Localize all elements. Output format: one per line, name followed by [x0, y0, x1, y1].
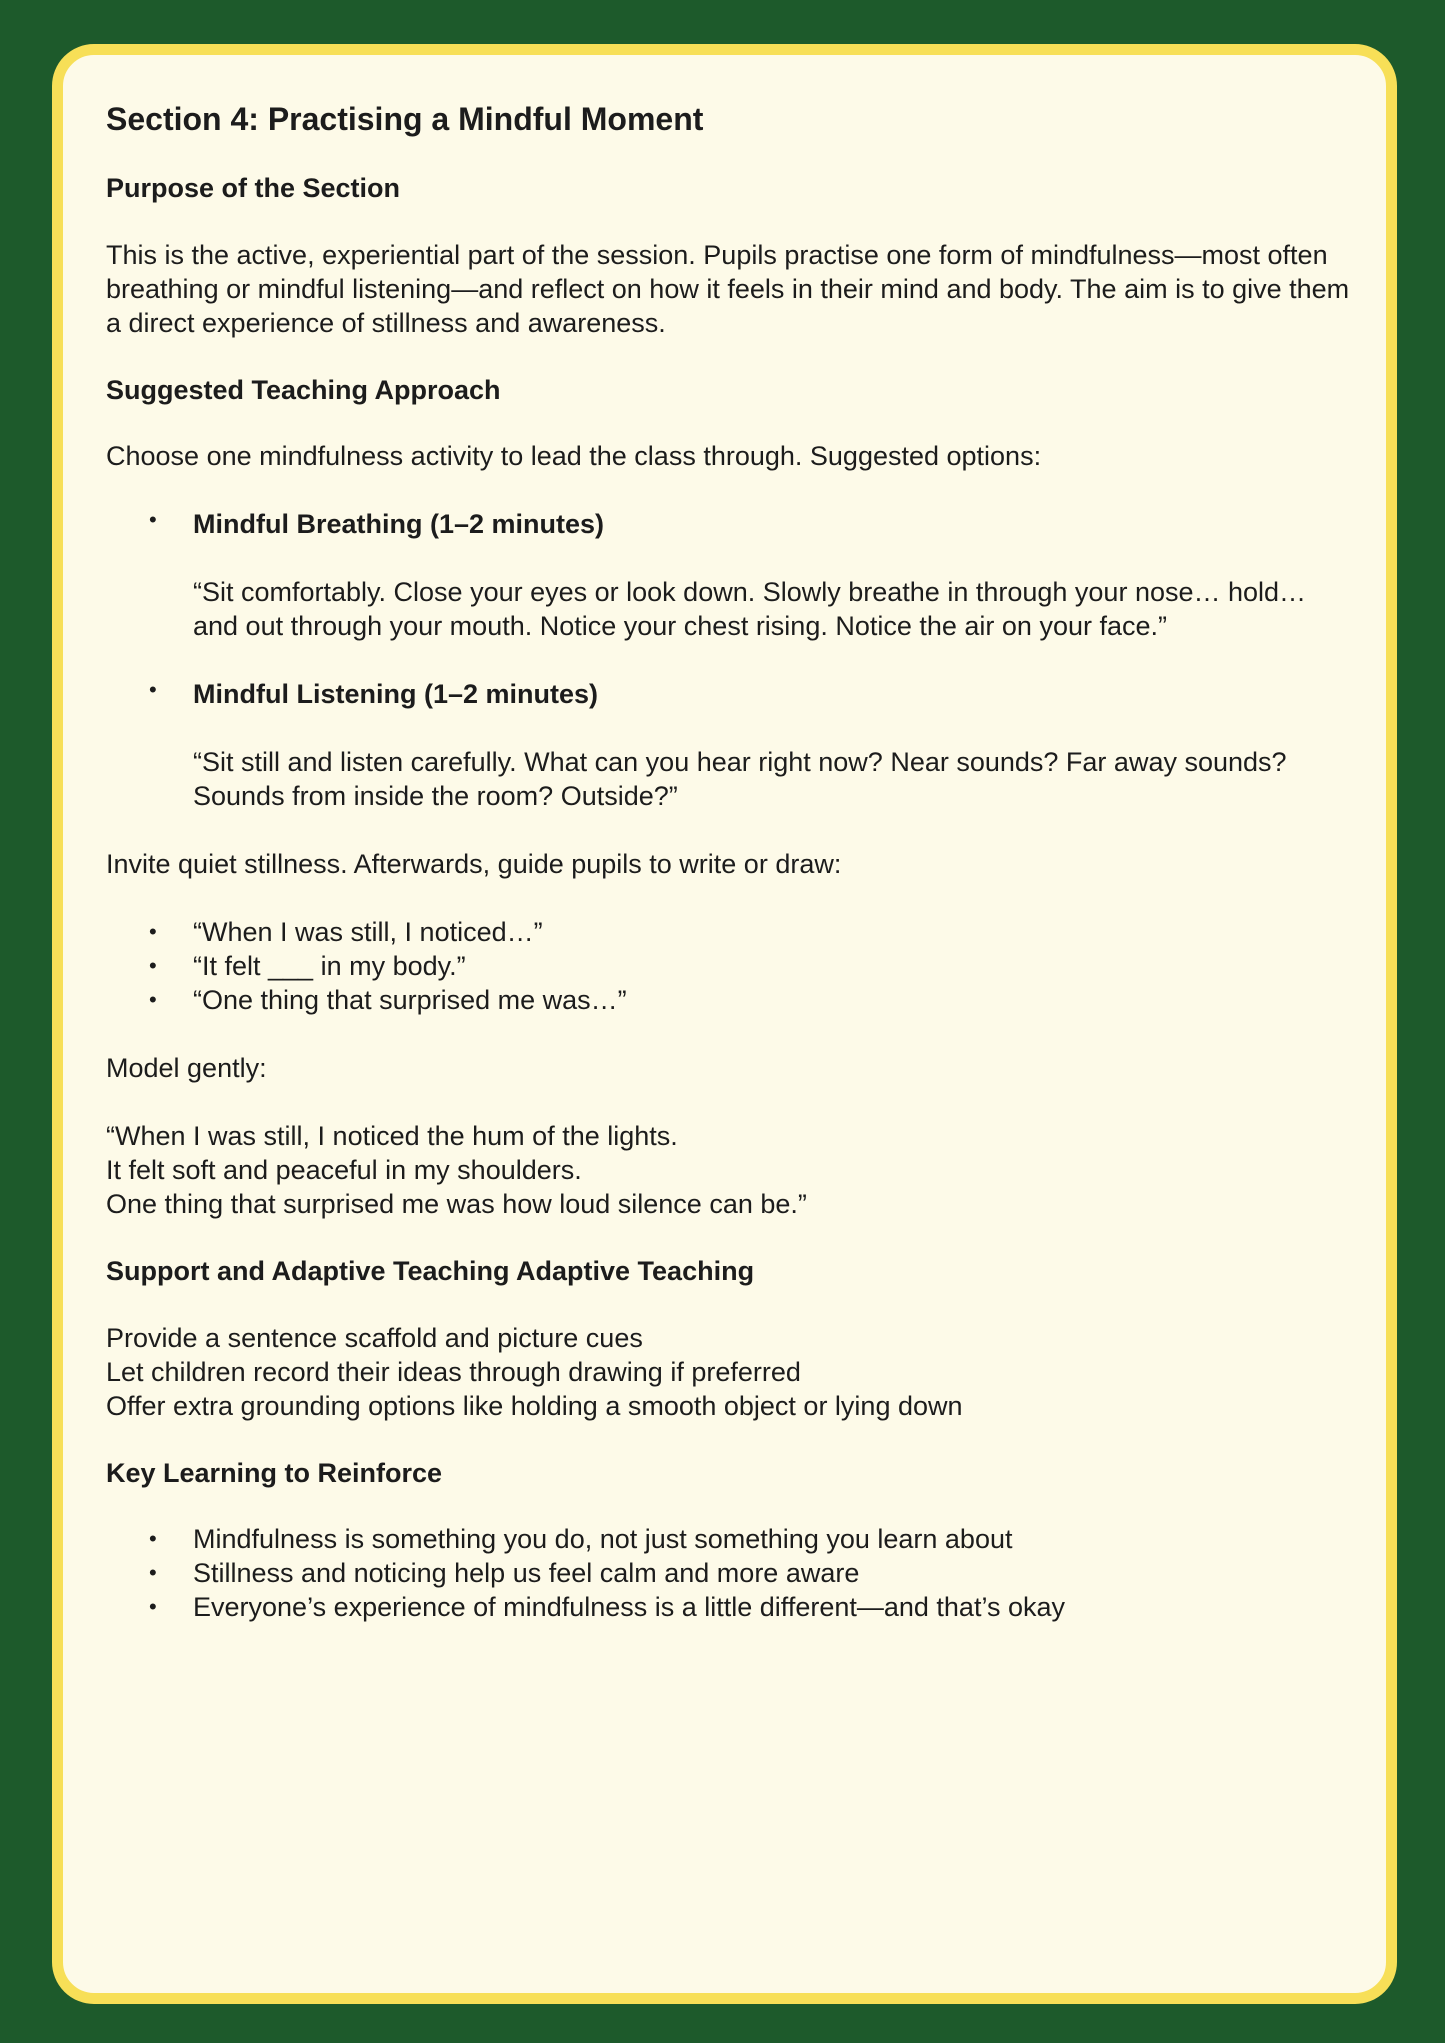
invite-text: Invite quiet stillness. Afterwards, guide pupils to write or draw:: [106, 849, 842, 880]
reflection-prompts-list: [106, 915, 1356, 1017]
model-example: [106, 1119, 1356, 1221]
model-label: Model gently:: [106, 1053, 267, 1084]
section-title: Section 4: Practising a Mindful Moment: [106, 101, 704, 137]
list-item: • Everyone’s experience of mindfulness is a little different—and that’s okay: [193, 1590, 1356, 1624]
key-learning-list: [106, 1522, 1356, 1624]
activity-option: [193, 507, 1356, 643]
support-heading: Support and Adaptive Teaching Adaptive Teaching: [106, 1256, 755, 1287]
activity-option: [193, 677, 1356, 813]
option-quote: “Sit comfortably. Close your eyes or look down. Slowly breathe in through your nose… hold… and out through your mouth. Notice your chest rising. Notice the air on your face.”: [193, 577, 1307, 642]
option-quote: “Sit still and listen carefully. What can you hear right now? Near sounds? Far away sounds? Sounds from inside the room? Outside?”: [193, 747, 1287, 812]
support-line: Offer extra grounding options like holding a smooth object or lying down: [106, 1390, 963, 1421]
option-title: • Mindful Listening (1–2 minutes): [193, 679, 599, 710]
approach-heading: Suggested Teaching Approach: [106, 374, 501, 405]
list-item: • Mindfulness is something you do, not just something you learn about: [193, 1522, 1356, 1556]
activity-options-list: [106, 507, 1356, 813]
option-title: • Mindful Breathing (1–2 minutes): [193, 509, 605, 540]
model-line: One thing that surprised me was how loud silence can be.”: [106, 1189, 807, 1220]
list-item: • “When I was still, I noticed…”: [193, 915, 1356, 949]
list-item: • “It felt ___ in my body.”: [193, 949, 1356, 983]
model-line: It felt soft and peaceful in my shoulders.: [106, 1155, 582, 1186]
purpose-heading: Purpose of the Section: [106, 173, 401, 204]
document-content: [106, 100, 1356, 1658]
support-line: Let children record their ideas through drawing if preferred: [106, 1356, 801, 1387]
support-lines: [106, 1321, 1356, 1423]
document-card: [52, 44, 1397, 2004]
key-learning-heading: Key Learning to Reinforce: [106, 1457, 443, 1488]
purpose-text: This is the active, experiential part of the session. Pupils practise one form of mindfulness—most often breathing or mindful listening—and reflect on how it feels in their mind and body. The aim is to give them a direct experience of stillness and awareness.: [106, 239, 1350, 338]
list-item: • Stillness and noticing help us feel calm and more aware: [193, 1556, 1356, 1590]
list-item: • “One thing that surprised me was…”: [193, 983, 1356, 1017]
approach-intro: Choose one mindfulness activity to lead the class through. Suggested options:: [106, 441, 1042, 472]
model-line: “When I was still, I noticed the hum of the lights.: [106, 1121, 678, 1152]
support-line: Provide a sentence scaffold and picture cues: [106, 1322, 643, 1353]
